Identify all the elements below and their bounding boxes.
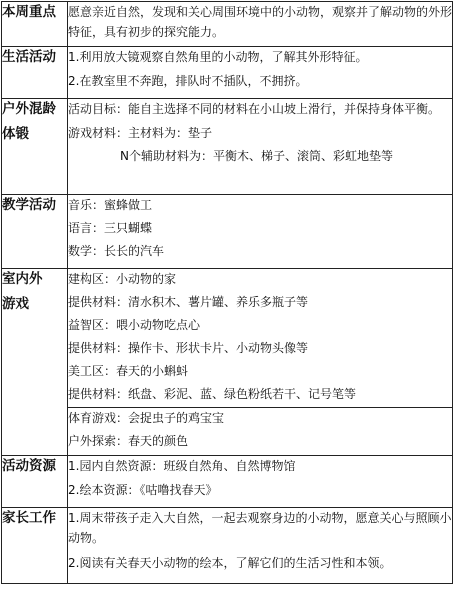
teaching-line-3: 数学：长长的汽车: [68, 244, 165, 258]
games-line-1: 建构区：小动物的家: [68, 272, 177, 286]
label-outdoor-line-1: 户外混龄: [2, 101, 56, 117]
label-games: [2, 269, 68, 456]
games-line-6: 提供材料：纸盘、彩泥、蓝、绿色粉纸若干、记号笔等: [68, 387, 357, 401]
teaching-line-1: 音乐：蜜蜂做工: [68, 198, 153, 212]
content-life: [68, 47, 453, 99]
games-line-3: 益智区：喂小动物吃点心: [68, 318, 201, 332]
parents-line-1: 1.周末带孩子走入大自然，一起去观察身边的小动物，愿意关心与照顾小动物。: [68, 511, 452, 545]
games-line-4: 提供材料：操作卡、形状卡片、小动物头像等: [68, 341, 309, 355]
label-parents: 家长工作: [2, 508, 68, 584]
row-life: [2, 47, 453, 99]
label-teaching: 教学活动: [2, 195, 68, 269]
life-line-1: 1.利用放大镜观察自然角里的小动物，了解其外形特征。: [68, 50, 368, 64]
content-outdoor-exercise: [68, 99, 453, 195]
row-focus: [2, 2, 453, 47]
row-games-areas: [2, 269, 453, 408]
resources-line-1: 1.园内自然资源：班级自然角、自然博物馆: [68, 459, 296, 473]
label-games-line-2: 游戏: [2, 296, 29, 312]
row-parents: [2, 508, 453, 584]
parents-line-2: 2.阅读有关春天小动物的绘本，了解它们的生活习性和本领。: [68, 556, 392, 570]
label-focus: 本周重点: [2, 2, 68, 47]
row-outdoor-exercise: [2, 99, 453, 195]
content-teaching: [68, 195, 453, 269]
content-games-areas: [68, 269, 453, 408]
content-resources: [68, 456, 453, 508]
label-outdoor-line-2: 体锻: [2, 126, 29, 142]
content-focus: [68, 2, 453, 47]
label-life: 生活活动: [2, 47, 68, 99]
content-parents: [68, 508, 453, 584]
outdoor-aux-materials: N个辅助材料为：平衡木、梯子、滚筒、彩虹地垫等: [120, 149, 393, 163]
content-games-outdoor: [68, 408, 453, 456]
games-explore: 户外探索：春天的颜色: [68, 434, 189, 448]
outdoor-goal: 活动目标：能自主选择不同的材料在小山坡上滑行，并保持身体平衡。: [68, 102, 441, 116]
focus-text: 愿意亲近自然，发现和关心周围环境中的小动物，观察并了解动物的外形特征，具有初步的探究能力。: [68, 5, 453, 39]
row-games-outdoor: [2, 408, 453, 456]
resources-line-2: 2.绘本资源：《咕噜找春天》: [68, 483, 218, 497]
games-pe: 体育游戏：会捉虫子的鸡宝宝: [68, 411, 225, 425]
row-resources: [2, 456, 453, 508]
label-resources: 活动资源: [2, 456, 68, 508]
games-line-2: 提供材料：清水积木、薯片罐、养乐多瓶子等: [68, 295, 309, 309]
games-line-5: 美工区：春天的小蝌蚪: [68, 364, 189, 378]
outdoor-materials: 游戏材料：主材料为：垫子: [68, 126, 213, 140]
life-line-2: 2.在教室里不奔跑，排队时不插队，不拥挤。: [68, 74, 308, 88]
row-teaching: [2, 195, 453, 269]
teaching-line-2: 语言：三只蝴蝶: [68, 221, 153, 235]
weekly-plan-table: [1, 1, 453, 584]
label-games-line-1: 室内外: [2, 271, 43, 287]
label-outdoor-exercise: [2, 99, 68, 195]
